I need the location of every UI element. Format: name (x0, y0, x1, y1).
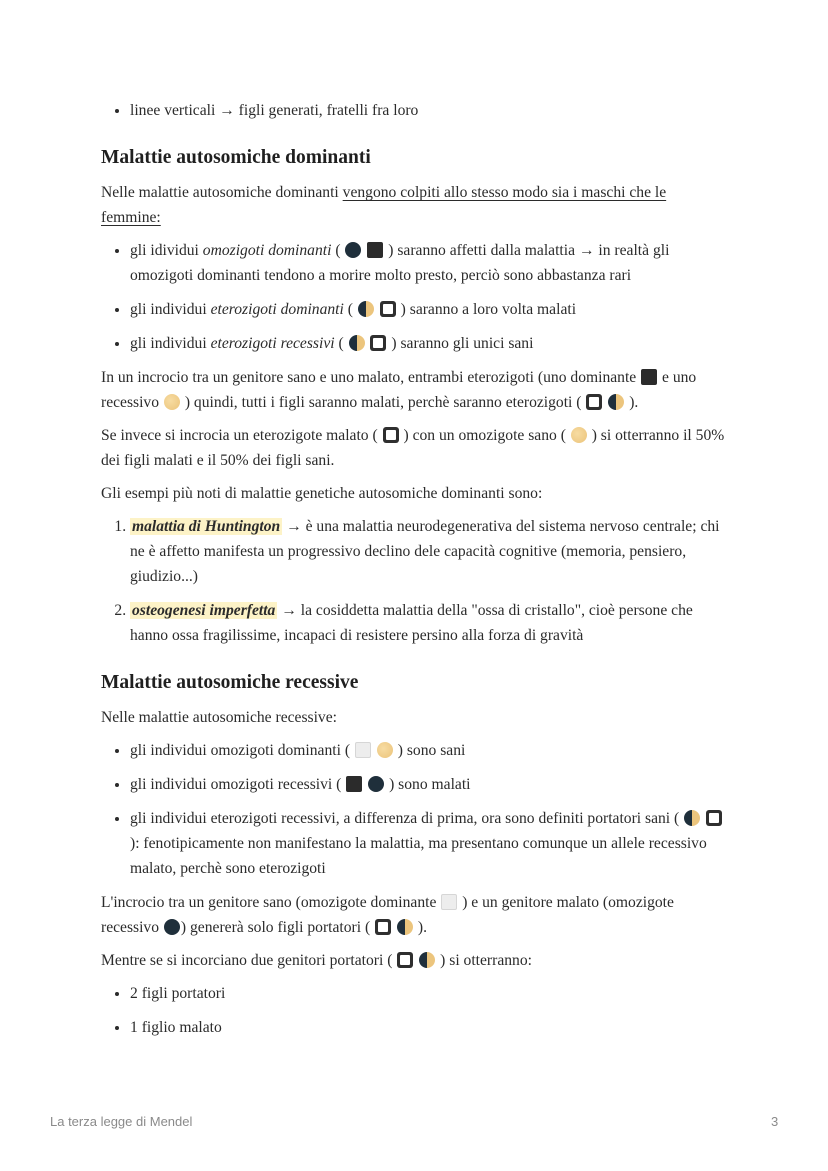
female-heterozygous-icon (397, 919, 413, 935)
list-item: 2. osteogenesi imperfetta → la cosiddetta malattia della "ossa di cristallo", cioè persone che hanno ossa fragilissime, incapaci di resistere persino alla forza di gravità (130, 598, 726, 648)
female-affected-homozygous-icon (368, 776, 384, 792)
paragraph-recessive-intro: Nelle malattie autosomiche recessive: (101, 709, 337, 726)
paragraph-dominant-intro: Nelle malattie autosomiche dominanti vengono colpiti allo stesso modo sia i maschi che le femmine: (101, 184, 667, 226)
male-affected-homozygous-icon (346, 776, 362, 792)
section-heading-dominant: Malattie autosomiche dominanti (101, 147, 371, 168)
document-page (101, 98, 726, 1049)
male-heterozygous-icon (586, 394, 602, 410)
female-healthy-icon (571, 427, 587, 443)
list-item: • gli individui omozigoti dominanti ( ) sono sani (130, 738, 726, 763)
female-healthy-icon (164, 394, 180, 410)
highlighted-term: osteogenesi imperfetta (132, 602, 276, 619)
list-item: • gli individui eterozigoti dominanti ( ) saranno a loro volta malati (130, 297, 726, 322)
underlined-text: vengono colpiti allo stesso modo sia i maschi che le femmine: (101, 184, 667, 226)
recessive-genotype-list (101, 738, 726, 881)
list-item: • gli idividui omozigoti dominanti ( ) saranno affetti dalla malattia → in realtà gli omozigoti dominanti tendono a morire molto presto, perciò sono abbastanza rari (130, 238, 726, 288)
dominant-genotype-list (101, 238, 726, 356)
highlighted-term: malattia di Huntington (132, 518, 281, 535)
top-list (101, 98, 726, 123)
male-heterozygous-icon (706, 810, 722, 826)
footer-page-number: 3 (771, 1114, 779, 1129)
male-heterozygous-icon (397, 952, 413, 968)
list-item: • linee verticali → figli generati, fratelli fra loro (130, 98, 726, 123)
paragraph-two-carriers: Mentre se si incorciano due genitori portatori ( ) si otterranno: (101, 952, 532, 969)
list-item: 1. malattia di Huntington → è una malattia neurodegenerativa del sistema nervoso centrale; chi ne è affetto manifesta un progressivo declino dele capacità cognitive (memoria, pensiero, giudizio...) (130, 514, 726, 589)
female-heterozygous-icon (684, 810, 700, 826)
male-heterozygous-icon (383, 427, 399, 443)
list-item: • 2 figli portatori (130, 981, 726, 1006)
female-healthy-icon (377, 742, 393, 758)
female-heterozygous-icon (608, 394, 624, 410)
paragraph-cross-heterozygous: In un incrocio tra un genitore sano e uno malato, entrambi eterozigoti (uno dominante e uno recessivo ) quindi, tutti i figli saranno malati, perchè saranno eterozigoti ( ). (101, 369, 697, 411)
female-heterozygous-icon (349, 335, 365, 351)
female-affected-homozygous-icon (345, 242, 361, 258)
male-affected-homozygous-icon (367, 242, 383, 258)
results-list (101, 981, 726, 1040)
list-item: • 1 figlio malato (130, 1015, 726, 1040)
female-affected-homozygous-icon (164, 919, 180, 935)
male-heterozygous-icon (380, 301, 396, 317)
list-item: • gli individui eterozigoti recessivi, a differenza di prima, ora sono definiti portatori sani ( ): fenotipicamente non manifestano la malattia, ma presentano comunque un allele recessivo malato, perchè sono eterozigoti (130, 806, 726, 881)
footer-document-title: La terza legge di Mendel (50, 1114, 193, 1129)
paragraph-carrier-cross: L'incrocio tra un genitore sano (omozigote dominante ) e un genitore malato (omozigote recessivo ) genererà solo figli portatori ( ). (101, 894, 674, 936)
paragraph-examples-intro: Gli esempi più noti di malattie genetiche autosomiche dominanti sono: (101, 485, 543, 502)
male-heterozygous-icon (370, 335, 386, 351)
list-item: • gli individui eterozigoti recessivi ( ) saranno gli unici sani (130, 331, 726, 356)
female-heterozygous-icon (358, 301, 374, 317)
dominant-examples-list (101, 514, 726, 648)
male-heterozygous-icon (375, 919, 391, 935)
female-heterozygous-icon (419, 952, 435, 968)
male-affected-homozygous-icon (641, 369, 657, 385)
male-healthy-icon (355, 742, 371, 758)
list-item: • gli individui omozigoti recessivi ( ) sono malati (130, 772, 726, 797)
male-healthy-icon (441, 894, 457, 910)
section-heading-recessive: Malattie autosomiche recessive (101, 672, 359, 693)
paragraph-cross-50-50: Se invece si incrocia un eterozigote malato ( ) con un omozigote sano ( ) si otterranno il 50% dei figli malati e il 50% dei figli sani. (101, 427, 725, 469)
